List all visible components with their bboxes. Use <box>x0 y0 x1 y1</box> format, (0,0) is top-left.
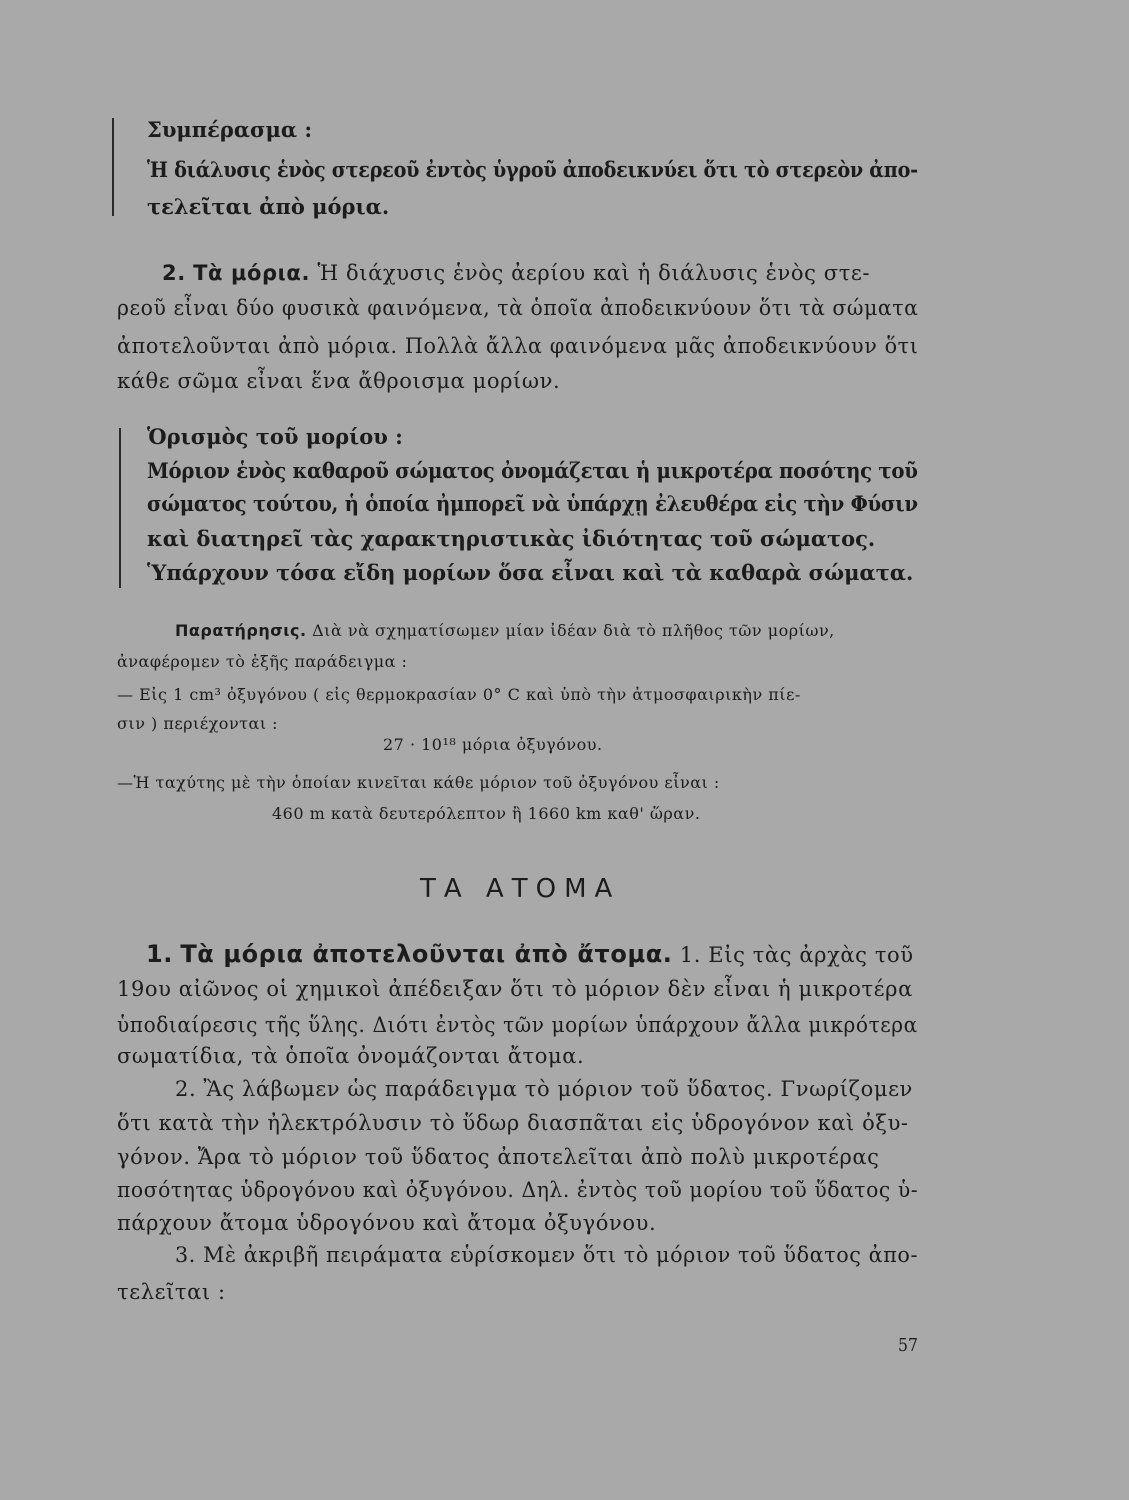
conclusion-margin-rule <box>112 118 114 216</box>
note-line-3: — Εἰς 1 cm³ ὀξυγόνου ( εἰς θερμοκρασίαν 0° C καὶ ὑπὸ τὴν ἀτμοσφαιρικὴν πίε- <box>117 685 801 704</box>
atoms-section-1-text: 1. Εἰς τὰς ἀρχὰς τοῦ <box>679 943 914 967</box>
atoms-para-2-line-3: γόνον. Ἄρα τὸ μόριον τοῦ ὕδατος ἀποτελεῖται ἀπὸ πολὺ μικροτέρας <box>117 1145 880 1169</box>
note-line-7: 460 m κατὰ δευτερόλεπτον ἢ 1660 km καθ' ὥραν. <box>272 804 701 823</box>
atoms-section-1-number: 1. <box>146 940 174 968</box>
atoms-section-1-line-2: 19ου αἰῶνος οἱ χημικοὶ ἀπέδειξαν ὅτι τὸ μόριον δὲν εἶναι ἡ μικροτέρα <box>117 977 913 1001</box>
atoms-para-2-line-4: ποσότητας ὑδρογόνου καὶ ὀξυγόνου. Δηλ. ἐντὸς τοῦ μορίου τοῦ ὕδατος ὑ- <box>117 1178 919 1202</box>
note-label: Παρατήρησις. <box>175 621 307 640</box>
conclusion-line-2: τελεῖται ἀπὸ μόρια. <box>147 194 390 219</box>
note-line-2: ἀναφέρομεν τὸ ἑξῆς παράδειγμα : <box>117 652 408 671</box>
section-2-line-2: ρεοῦ εἶναι δύο φυσικὰ φαινόμενα, τὰ ὁποῖα ἀποδεικνύουν ὅτι τὰ σώματα <box>117 296 919 320</box>
definition-line-2: σώματος τούτου, ἡ ὁποία ἠμπορεῖ νὰ ὑπάρχῃ ἐλευθέρα εἰς τὴν Φύσιν <box>147 491 918 516</box>
atoms-section-1-line-4: σωματίδια, τὰ ὁποῖα ὀνομάζονται ἄτομα. <box>117 1044 585 1068</box>
section-2-heading: Τὰ μόρια. <box>193 261 311 285</box>
section-2-line-1 <box>162 261 870 285</box>
definition-label: Ὁρισμὸς τοῦ μορίου : <box>147 424 403 449</box>
definition-line-1: Μόριον ἑνὸς καθαροῦ σώματος ὀνομάζεται ἡ μικροτέρα ποσότης τοῦ <box>147 458 918 483</box>
atoms-para-2-line-2: ὅτι κατὰ τὴν ἠλεκτρόλυσιν τὸ ὕδωρ διασπᾶται εἰς ὑδρογόνον καὶ ὀξυ- <box>117 1111 909 1135</box>
atoms-para-2-line-1: 2. Ἂς λάβωμεν ὡς παράδειγμα τὸ μόριον τοῦ ὕδατος. Γνωρίζομεν <box>175 1077 913 1101</box>
atoms-para-3-line-1: 3. Μὲ ἀκριβῆ πειράματα εὑρίσκομεν ὅτι τὸ μόριον τοῦ ὕδατος ἀπο- <box>175 1243 919 1267</box>
definition-line-4: Ὑπάρχουν τόσα εἴδη μορίων ὅσα εἶναι καὶ τὰ καθαρὰ σώματα. <box>147 560 914 585</box>
note-text-1: Διὰ νὰ σχηματίσωμεν μίαν ἰδέαν διὰ τὸ πλῆθος τῶν μορίων, <box>312 621 835 640</box>
note-line-1 <box>175 621 835 640</box>
section-2-number: 2. <box>162 261 186 285</box>
section-2-text: Ἡ διάχυσις ἑνὸς ἀερίου καὶ ἡ διάλυσις ἑνὸς στε- <box>317 261 871 285</box>
definition-margin-rule <box>119 428 121 588</box>
note-line-6: —Ἡ ταχύτης μὲ τὴν ὁποίαν κινεῖται κάθε μόριον τοῦ ὀξυγόνου εἶναι : <box>117 773 720 792</box>
definition-line-3: καὶ διατηρεῖ τὰς χαρακτηριστικὰς ἰδιότητας τοῦ σώματος. <box>147 526 876 551</box>
atoms-section-1-line-1 <box>146 940 914 968</box>
atoms-para-3-line-2: τελεῖται : <box>117 1280 226 1304</box>
section-2-line-4: κάθε σῶμα εἶναι ἕνα ἄθροισμα μορίων. <box>117 369 561 393</box>
note-line-5: 27 · 10¹⁸ μόρια ὀξυγόνου. <box>383 735 603 754</box>
page-number: 57 <box>898 1335 918 1356</box>
atoms-section-1-line-3: ὑποδιαίρεσις τῆς ὕλης. Διότι ἐντὸς τῶν μορίων ὑπάρχουν ἄλλα μικρότερα <box>117 1013 918 1037</box>
section-2-line-3: ἀποτελοῦνται ἀπὸ μόρια. Πολλὰ ἄλλα φαινόμενα μᾶς ἀποδεικνύουν ὅτι <box>117 334 919 358</box>
note-line-4: σιν ) περιέχονται : <box>117 714 279 733</box>
atoms-para-2-line-5: πάρχουν ἄτομα ὑδρογόνου καὶ ἄτομα ὀξυγόνου. <box>117 1211 657 1235</box>
chapter-title: ΤΑ ΑΤΟΜΑ <box>420 874 621 904</box>
atoms-section-1-heading: Τὰ μόρια ἀποτελοῦνται ἀπὸ ἄτομα. <box>180 940 673 968</box>
conclusion-line-1: Ἡ διάλυσις ἑνὸς στερεοῦ ἐντὸς ὑγροῦ ἀποδεικνύει ὅτι τὸ στερεὸν ἀπο- <box>147 157 918 182</box>
conclusion-label: Συμπέρασμα : <box>147 117 313 142</box>
